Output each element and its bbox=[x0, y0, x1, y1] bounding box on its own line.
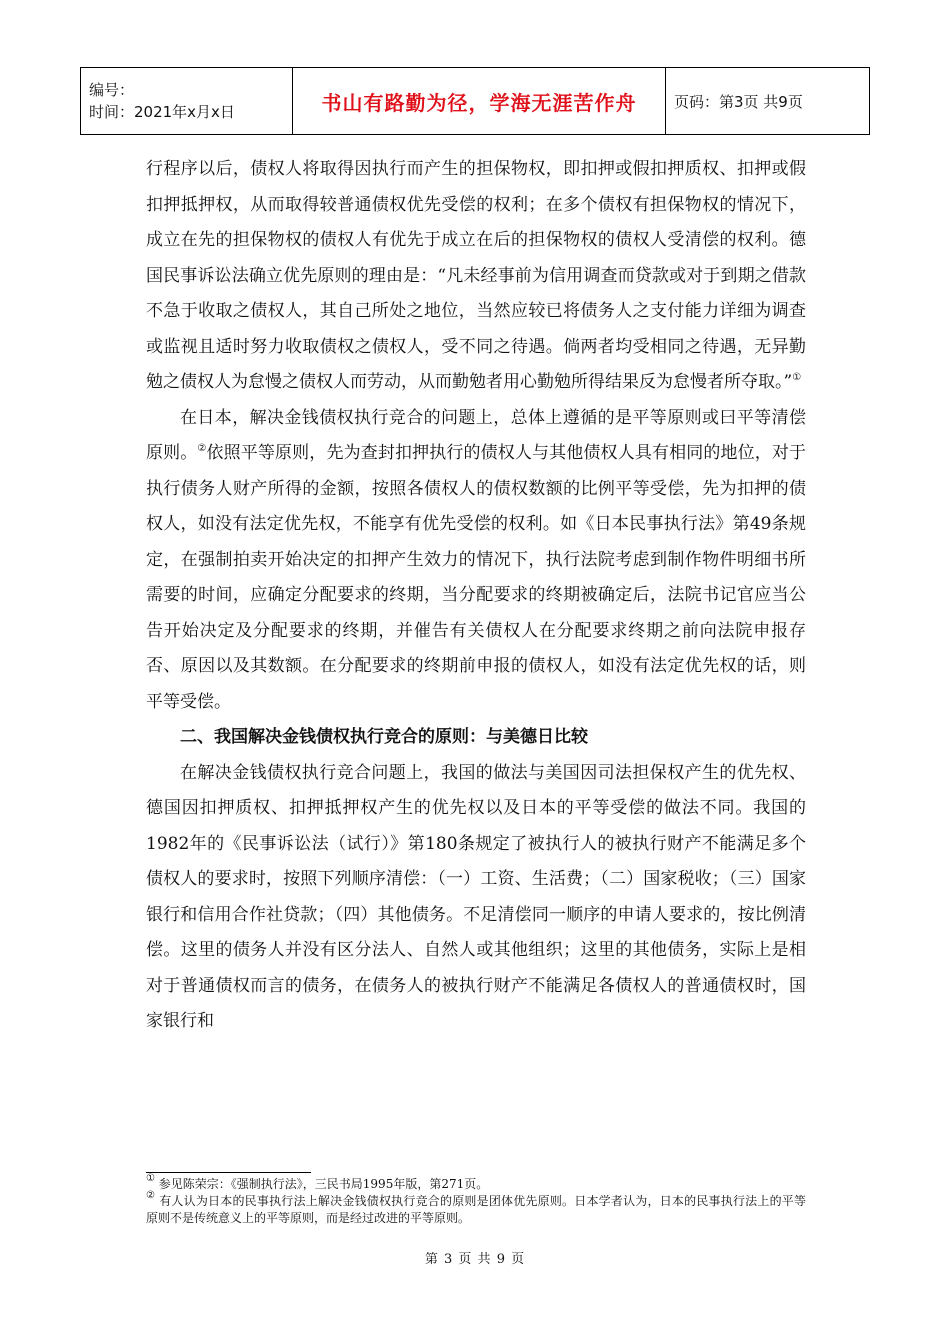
document-header bbox=[80, 67, 870, 135]
header-motto: 书山有路勤为径，学海无涯苦作舟 bbox=[293, 68, 666, 135]
footnote-2 bbox=[146, 1190, 807, 1227]
body-paragraph-3: 在解决金钱债权执行竞合问题上，我国的做法与美国因司法担保权产生的优先权、德国因扣押质权、扣押抵押权产生的优先权以及日本的平等受偿的做法不同。我国的1982年的《民事诉讼法（试行）》第180条规定了被执行人的被执行财产不能满足多个债权人的要求时，按照下列顺序清偿：（一）工资、生活费；（二）国家税收；（三）国家银行和信用合作社贷款；（四）其他债务。不足清偿同一顺序的申请人要求的，按比例清偿。这里的债务人并没有区分法人、自然人或其他组织；这里的其他债务，实际上是相对于普通债权而言的债务，在债务人的被执行财产不能满足各债权人的普通债权时，国家银行和 bbox=[146, 762, 806, 1031]
footnote-ref-1[interactable]: ① bbox=[792, 372, 802, 383]
header-date-label: 时间：2021年x月x日 bbox=[89, 103, 235, 121]
header-page-label: 页码：第3页 共9页 bbox=[666, 68, 870, 135]
footnote-mark-1: ① bbox=[146, 1173, 155, 1184]
paragraph-text: 依照平等原则，先为查封扣押执行的债权人与其他债权人具有相同的地位，对于执行债务人财产所得的金额，按照各债权人的债权数额的比例平等受偿，先为扣押的债权人，如没有法定优先权，不能享有优先受偿的权利。如《日本民事执行法》第49条规定，在强制拍卖开始决定的扣押产生效力的情况下，执行法院考虑到制作物件明细书所需要的时间，应确定分配要求的终期，当分配要求的终期被确定后，法院书记官应当公告开始决定及分配要求的终期，并催告有关债权人在分配要求终期之前向法院申报存否、原因以及其数额。在分配要求的终期前申报的债权人，如没有法定优先权的话，则平等受偿。 bbox=[146, 443, 807, 712]
footnote-separator bbox=[146, 1172, 311, 1173]
footnote-ref-2[interactable]: ② bbox=[197, 443, 207, 454]
footnote-text: 参见陈荣宗：《强制执行法》，三民书局1995年版，第271页。 bbox=[154, 1177, 489, 1191]
header-number-label: 编号： bbox=[89, 81, 135, 99]
paragraph-text: 在日本，解决金钱债权执行竞合的问题上，总体上遵循的是平等原则或曰平等清偿原则。 bbox=[146, 407, 806, 463]
body-paragraph-2 bbox=[146, 401, 806, 721]
body-paragraph-1 bbox=[146, 152, 806, 401]
section-heading: 二、我国解决金钱债权执行竞合的原则：与美德日比较 bbox=[180, 727, 588, 747]
footnote-mark-2: ② bbox=[146, 1190, 156, 1201]
document-body bbox=[146, 152, 806, 1040]
footnotes bbox=[146, 1173, 807, 1227]
footnote-text: 有人认为日本的民事执行法上解决金钱债权执行竞合的原则是团体优先原则。日本学者认为，日本的民事执行法上的平等原则不是传统意义上的平等原则，而是经过改进的平等原则。 bbox=[146, 1194, 807, 1225]
header-meta-cell bbox=[81, 68, 293, 135]
paragraph-text: 行程序以后，债权人将取得因执行而产生的担保物权，即扣押或假扣押质权、扣押或假扣押抵押权，从而取得较普通债权优先受偿的权利；在多个债权有担保物权的情况下，成立在先的担保物权的债权人有优先于成立在后的担保物权的债权人受清偿的权利。德国民事诉讼法确立优先原则的理由是：“凡未经事前为信用调查而贷款或对于到期之借款不急于收取之债权人，其自己所处之地位，当然应较已将债务人之支付能力详细为调查或监视且适时努力收取债权之债权人，受不同之待遇。倘两者均受相同之待遇，无异勤勉之债权人为怠慢之债权人而劳动，从而勤勉者用心勤勉所得结果反为怠慢者所夺取。” bbox=[146, 159, 806, 392]
page-footer: 第 3 页 共 9 页 bbox=[424, 1252, 526, 1267]
footnote-1 bbox=[146, 1173, 806, 1193]
